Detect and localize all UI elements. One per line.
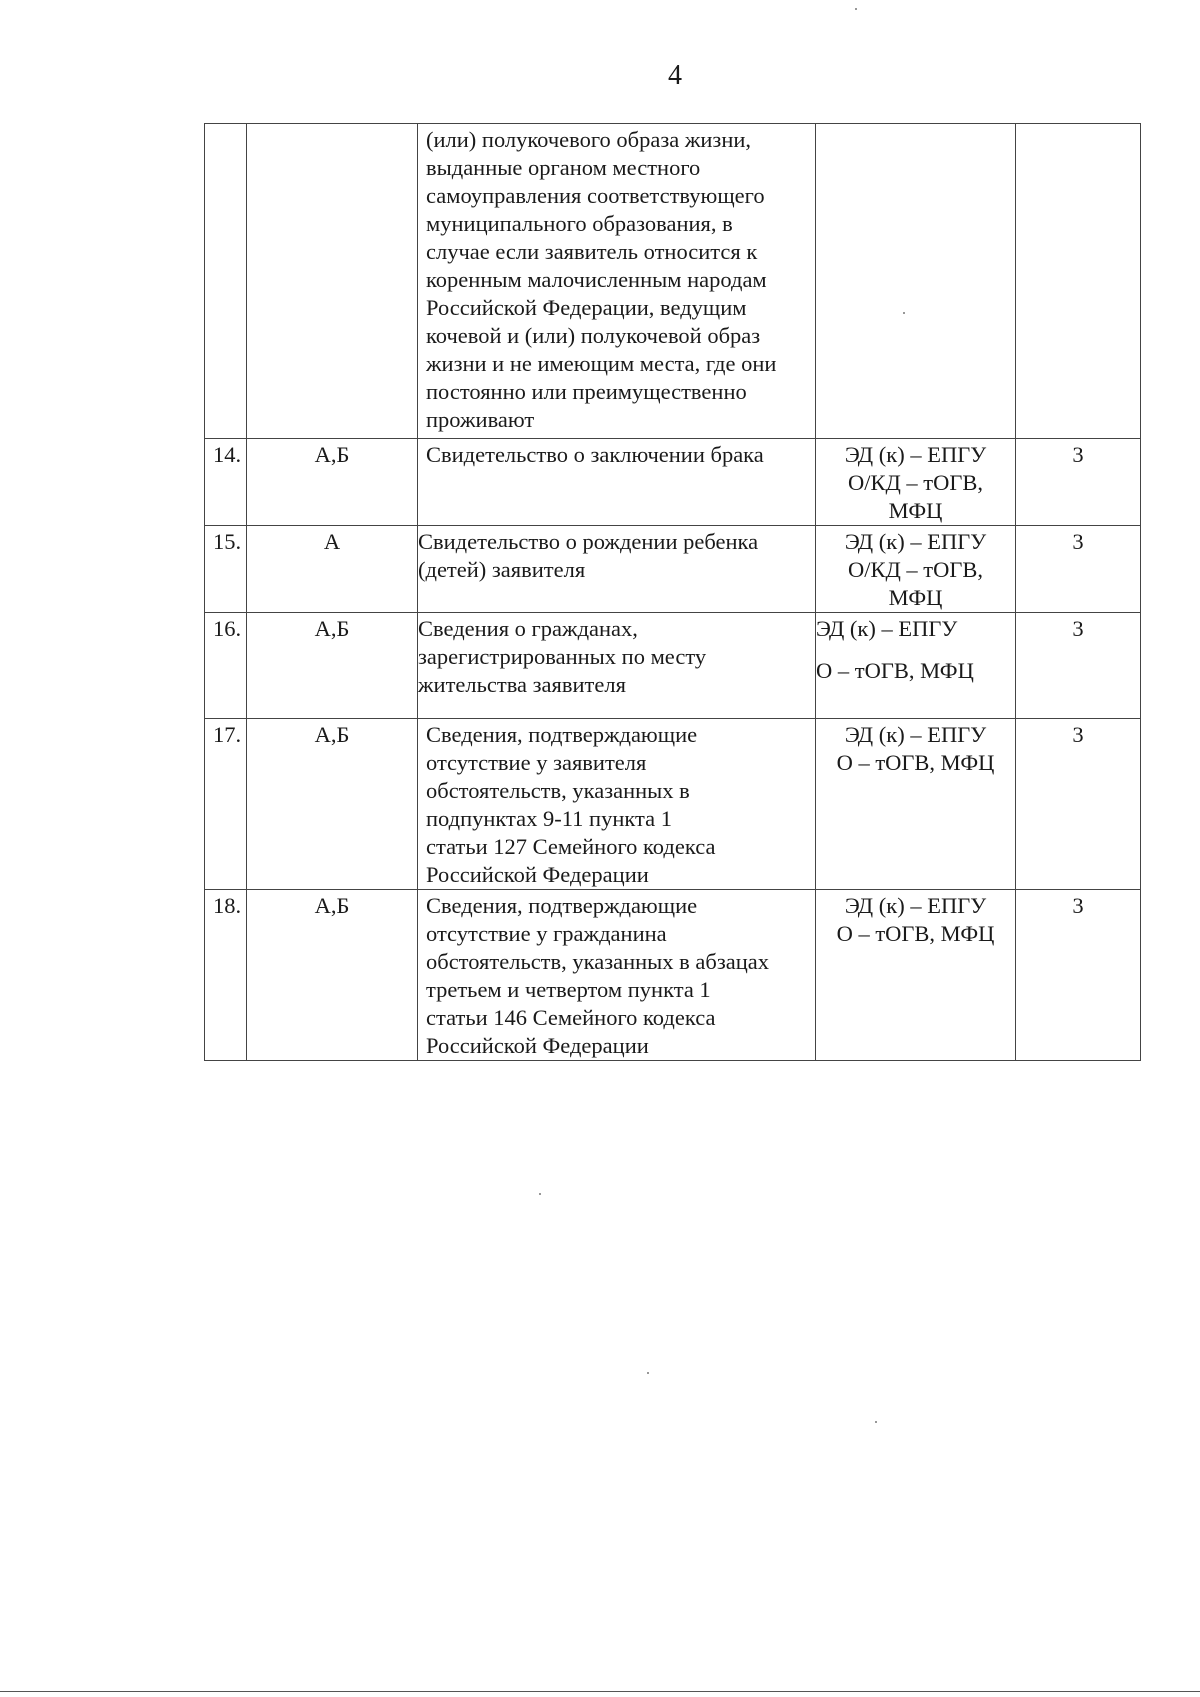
method-line: ЭД (к) – ЕПГУ (844, 529, 987, 554)
document-line: Сведения, подтверждающие (426, 722, 698, 747)
applicant-category: А (247, 526, 418, 613)
method-line: ЭД (к) – ЕПГУ (844, 722, 987, 747)
term (1016, 124, 1141, 439)
document-line: Российской Федерации (426, 1033, 649, 1058)
table-row (205, 526, 1141, 613)
method-line: ЭД (к) – ЕПГУ (844, 893, 987, 918)
scan-speck (539, 1193, 541, 1195)
document-line: (или) полукочевого образа жизни, (426, 127, 752, 152)
scan-edge-line (0, 1691, 1200, 1692)
document-line: Свидетельство о заключении брака (426, 442, 764, 467)
document-line: подпунктах 9-11 пункта 1 (426, 806, 672, 831)
document-description (418, 124, 816, 439)
document-line: выданные органом местного (426, 155, 701, 180)
document-line: (детей) заявителя (418, 557, 586, 582)
method-line: О/КД – тОГВ, (847, 470, 984, 495)
table-row (205, 124, 1141, 439)
scan-speck (647, 1372, 649, 1374)
document-line: Российской Федерации, ведущим (426, 295, 747, 320)
document-line: статьи 127 Семейного кодекса (426, 834, 716, 859)
document-line: постоянно или преимущественно (426, 379, 747, 404)
method-line: О – тОГВ, МФЦ (836, 750, 995, 775)
document-description (418, 719, 816, 890)
method-line: О/КД – тОГВ, (847, 557, 984, 582)
submission-method (816, 526, 1016, 613)
method-line: МФЦ (888, 498, 943, 523)
method-line: МФЦ (888, 585, 943, 610)
document-line: отсутствие у гражданина (426, 921, 667, 946)
document-description (418, 613, 816, 719)
document-line: жительства заявителя (418, 672, 626, 697)
term: 3 (1016, 439, 1141, 526)
row-number: 16. (205, 613, 247, 719)
document-line: обстоятельств, указанных в (426, 778, 690, 803)
applicant-category: А,Б (247, 613, 418, 719)
document-line: случае если заявитель относится к (426, 239, 758, 264)
term: 3 (1016, 890, 1141, 1061)
row-number: 18. (205, 890, 247, 1061)
term: 3 (1016, 526, 1141, 613)
table-row (205, 613, 1141, 719)
submission-method (816, 124, 1016, 439)
document-line: обстоятельств, указанных в абзацах (426, 949, 770, 974)
document-line: самоуправления соответствующего (426, 183, 765, 208)
submission-method (816, 890, 1016, 1061)
table-row (205, 890, 1141, 1061)
document-line: третьем и четвертом пункта 1 (426, 977, 711, 1002)
applicant-category: А,Б (247, 890, 418, 1061)
row-number: 17. (205, 719, 247, 890)
applicant-category: А,Б (247, 719, 418, 890)
submission-method (816, 439, 1016, 526)
method-line: О – тОГВ, МФЦ (816, 658, 974, 683)
document-line: Свидетельство о рождении ребенка (418, 529, 759, 554)
document-description (418, 890, 816, 1061)
method-line: О – тОГВ, МФЦ (836, 921, 995, 946)
row-number: 15. (205, 526, 247, 613)
applicant-category (247, 124, 418, 439)
submission-method (816, 613, 1016, 719)
document-line: Российской Федерации (426, 862, 649, 887)
method-line: ЭД (к) – ЕПГУ (816, 616, 958, 641)
document-line: проживают (426, 407, 535, 432)
document-line: зарегистрированных по месту (418, 644, 707, 669)
term: 3 (1016, 719, 1141, 890)
document-line: муниципального образования, в (426, 211, 733, 236)
scan-speck (875, 1421, 877, 1423)
term: 3 (1016, 613, 1141, 719)
row-number (205, 124, 247, 439)
applicant-category: А,Б (247, 439, 418, 526)
page-number: 4 (668, 60, 682, 91)
document-line: отсутствие у заявителя (426, 750, 647, 775)
document-line: кочевой и (или) полукочевой образ (426, 323, 761, 348)
document-line: Сведения о гражданах, (418, 616, 638, 641)
document-line: коренным малочисленным народам (426, 267, 767, 292)
document-line: жизни и не имеющим места, где они (426, 351, 777, 376)
document-line: статьи 146 Семейного кодекса (426, 1005, 716, 1030)
scan-speck (903, 312, 905, 314)
scan-speck (855, 8, 857, 10)
method-line: ЭД (к) – ЕПГУ (844, 442, 987, 467)
submission-method (816, 719, 1016, 890)
document-description (418, 439, 816, 526)
row-number: 14. (205, 439, 247, 526)
table-row (205, 719, 1141, 890)
table-row (205, 439, 1141, 526)
document-line: Сведения, подтверждающие (426, 893, 698, 918)
documents-table (204, 123, 1141, 1061)
document-description (418, 526, 816, 613)
